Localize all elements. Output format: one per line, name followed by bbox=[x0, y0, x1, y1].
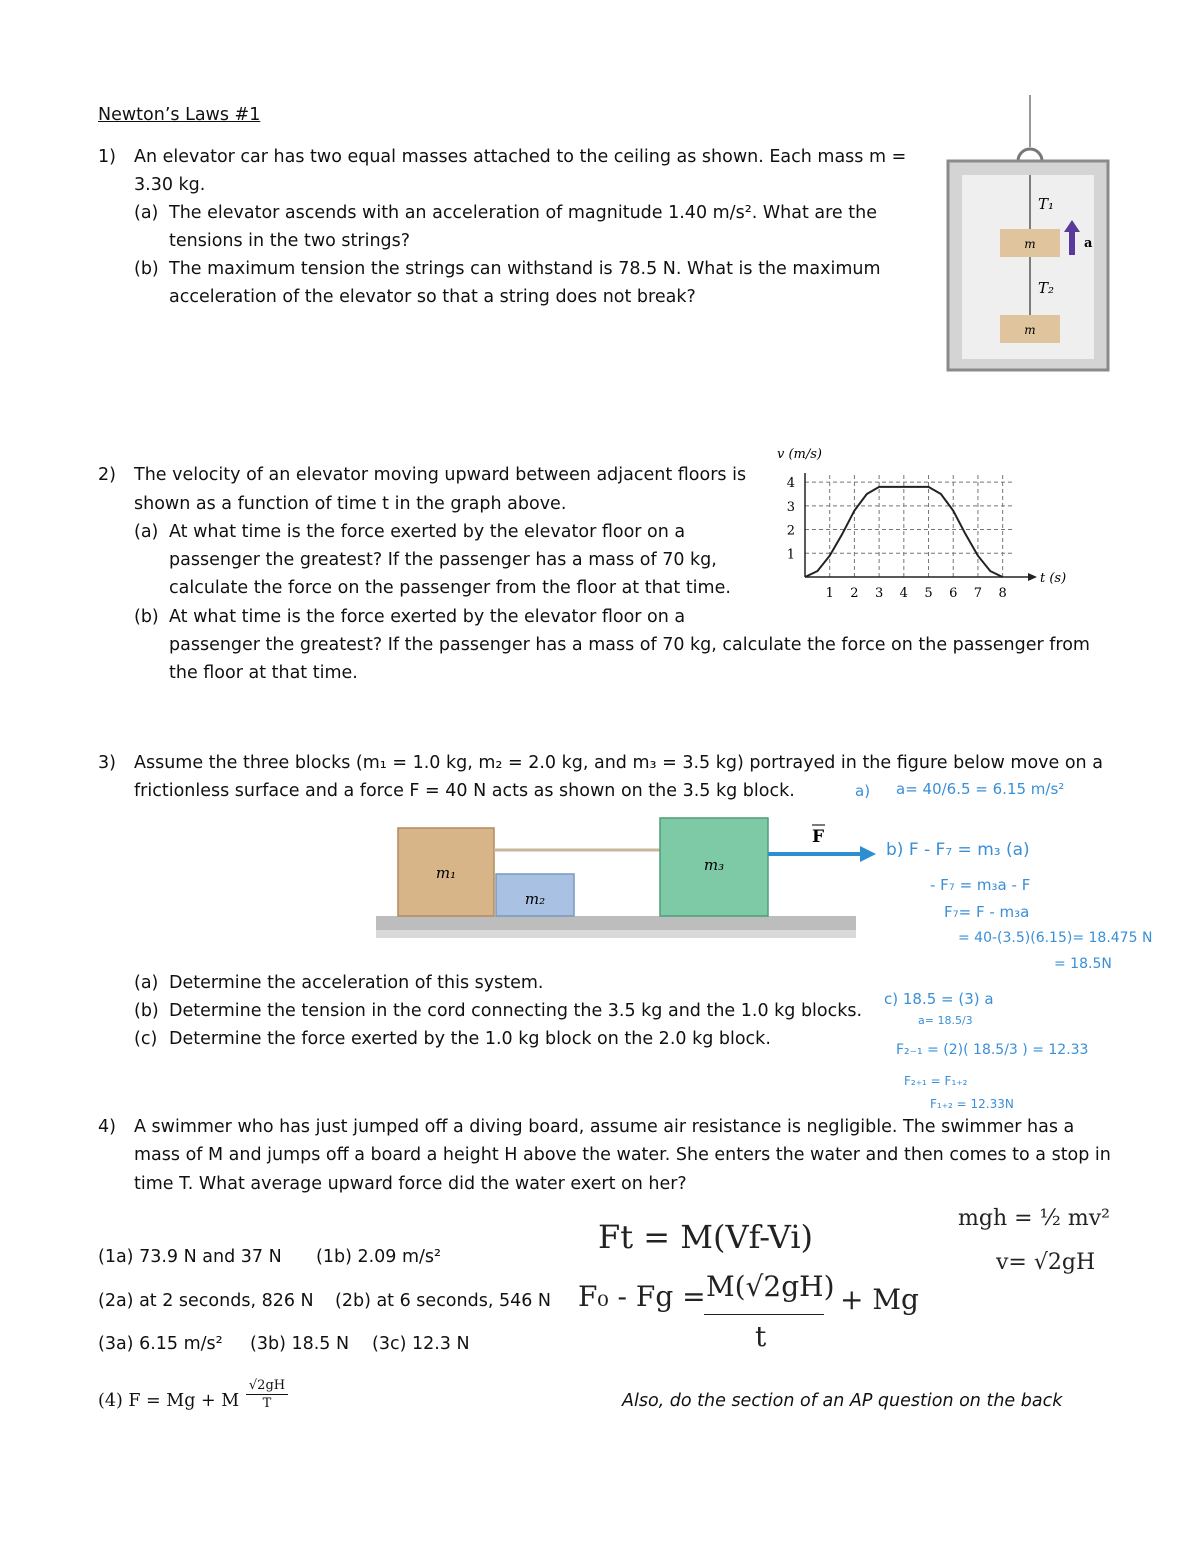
hw-q3c-line1: c) 18.5 = (3) a bbox=[884, 990, 994, 1008]
hw-q3c-line3: F₂₋₁ = (2)( 18.5/3 ) = 12.33 bbox=[896, 1042, 1089, 1058]
answer-2a: (2a) at 2 seconds, 826 N bbox=[98, 1291, 314, 1311]
x-tick-label: 8 bbox=[998, 586, 1007, 601]
hw-q3c-line2: a= 18.5/3 bbox=[918, 1014, 973, 1027]
y-tick-label: 4 bbox=[786, 476, 795, 492]
hw-q3b-line2: - F₇ = m₃a - F bbox=[930, 876, 1031, 894]
q3-text-line1: Assume the three blocks (m₁ = 1.0 kg, m₂ = 2.0 kg, and m₃ = 3.5 kg) portrayed in the figure below move on a bbox=[134, 753, 1103, 773]
q1b-line2: acceleration of the elevator so that a string does not break? bbox=[169, 287, 696, 307]
q3b-label: (b) bbox=[134, 1001, 159, 1021]
x-axis-label: t (s) bbox=[1040, 571, 1067, 586]
hw-q3b-line3: F₇= F - m₃a bbox=[944, 903, 1030, 921]
tension-t1-label: T₁ bbox=[1038, 195, 1055, 213]
hw-q3c-line5: F₁₊₂ = 12.33N bbox=[930, 1097, 1014, 1111]
tension-t2-label: T₂ bbox=[1038, 279, 1055, 297]
q3c-label: (c) bbox=[134, 1029, 158, 1049]
answer-3c: (3c) 12.3 N bbox=[372, 1334, 470, 1354]
q1-number: 1) bbox=[98, 147, 116, 167]
q3c-text: Determine the force exerted by the 1.0 kg block on the 2.0 kg block. bbox=[169, 1029, 771, 1049]
q1a-line1: The elevator ascends with an acceleration of magnitude 1.40 m/s². What are the bbox=[169, 203, 877, 223]
elevator-figure bbox=[940, 95, 1115, 377]
q3b-text: Determine the tension in the cord connecting the 3.5 kg and the 1.0 kg blocks. bbox=[169, 1001, 863, 1021]
x-tick-label: 2 bbox=[850, 586, 859, 601]
hw-q3a-label: a) bbox=[855, 782, 871, 800]
hw-q3b-line4: = 40-(3.5)(6.15)= 18.475 N bbox=[958, 930, 1153, 946]
elevator-hook bbox=[1018, 149, 1042, 161]
q3a-text: Determine the acceleration of this system. bbox=[169, 973, 544, 993]
block-m2-label: m₂ bbox=[524, 890, 546, 908]
q1b-label: (b) bbox=[134, 259, 159, 279]
hw-q4-line3: M(√2gH) bbox=[706, 1270, 835, 1303]
page-title: Newton’s Laws #1 bbox=[98, 105, 261, 125]
answer-4: (4) F = Mg + M bbox=[98, 1391, 240, 1411]
q2a-line3: calculate the force on the passenger from the floor at that time. bbox=[169, 578, 731, 598]
x-tick-label: 6 bbox=[949, 586, 958, 601]
q1b-line1: The maximum tension the strings can withstand is 78.5 N. What is the maximum bbox=[169, 259, 881, 279]
q4-text-line1: A swimmer who has just jumped off a diving board, assume air resistance is negligible. The swimmer has a bbox=[134, 1117, 1075, 1137]
hw-q4-line5: + Mg bbox=[840, 1283, 919, 1316]
x-tick-label: 5 bbox=[924, 586, 933, 601]
q2-number: 2) bbox=[98, 465, 116, 485]
answer-4-numerator: √2gH bbox=[246, 1378, 288, 1395]
hw-q4-line1: Ft = M(Vf-Vi) bbox=[598, 1218, 814, 1256]
block-m3-label: m₃ bbox=[703, 856, 725, 874]
hw-q4-line7: v= √2gH bbox=[996, 1250, 1096, 1275]
hw-q3a-eq: a= 40/6.5 = 6.15 m/s² bbox=[896, 780, 1065, 798]
q2b-line1: At what time is the force exerted by the elevator floor on a bbox=[169, 607, 686, 627]
answer-4-denominator: T bbox=[262, 1396, 272, 1411]
answer-3a: (3a) 6.15 m/s² bbox=[98, 1334, 223, 1354]
q2-text-line1: The velocity of an elevator moving upward between adjacent floors is bbox=[134, 465, 747, 485]
x-tick-label: 4 bbox=[899, 586, 908, 601]
x-axis-arrow bbox=[1028, 573, 1037, 581]
answer-1a: (1a) 73.9 N and 37 N bbox=[98, 1247, 282, 1267]
q2a-line2: passenger the greatest? If the passenger has a mass of 70 kg, bbox=[169, 550, 717, 570]
q2a-line1: At what time is the force exerted by the elevator floor on a bbox=[169, 522, 686, 542]
mass-lower-label: m bbox=[1024, 323, 1036, 337]
y-tick-label: 2 bbox=[786, 523, 795, 539]
q3-number: 3) bbox=[98, 753, 116, 773]
velocity-time-chart bbox=[760, 440, 1067, 610]
surface-shadow bbox=[376, 930, 856, 938]
hw-q4-fraction-bar bbox=[704, 1314, 824, 1315]
hw-q4-line2: F₀ - Fg = bbox=[578, 1280, 706, 1313]
block-m1-label: m₁ bbox=[435, 864, 457, 882]
hw-q4-line6: mgh = ½ mv² bbox=[958, 1206, 1110, 1231]
q2-text-line2: shown as a function of time t in the graph above. bbox=[134, 494, 567, 514]
chart-ticks bbox=[787, 476, 1007, 601]
force-arrow-head bbox=[860, 846, 876, 862]
q4-text-line3: time T. What average upward force did the water exert on her? bbox=[134, 1174, 687, 1194]
force-label: F bbox=[811, 827, 825, 847]
q4-text-line2: mass of M and jumps off a board a height H above the water. She enters the water and then comes to a stop in bbox=[134, 1145, 1111, 1165]
x-tick-label: 7 bbox=[973, 586, 983, 601]
mass-upper-label: m bbox=[1024, 237, 1036, 251]
hw-q3b-line1: b) F - F₇ = m₃ (a) bbox=[886, 840, 1030, 860]
q1-text-line2: 3.30 kg. bbox=[134, 175, 206, 195]
footer-note: Also, do the section of an AP question on the back bbox=[622, 1391, 1063, 1411]
y-tick-label: 1 bbox=[786, 547, 795, 563]
x-tick-label: 3 bbox=[874, 586, 884, 601]
hw-q4-line4: t bbox=[755, 1320, 767, 1353]
q3-text-line2: frictionless surface and a force F = 40 N acts as shown on the 3.5 kg block. bbox=[134, 781, 795, 801]
q1-text-line1: An elevator car has two equal masses attached to the ceiling as shown. Each mass m = bbox=[134, 147, 907, 167]
answer-2b: (2b) at 6 seconds, 546 N bbox=[335, 1291, 552, 1311]
answer-1b: (1b) 2.09 m/s² bbox=[316, 1247, 442, 1267]
y-axis-label: v (m/s) bbox=[777, 447, 822, 462]
q2b-line2: passenger the greatest? If the passenger has a mass of 70 kg, calculate the force on the passenger from bbox=[169, 635, 1090, 655]
surface bbox=[376, 916, 856, 930]
y-tick-label: 3 bbox=[786, 499, 795, 515]
q2b-line3: the floor at that time. bbox=[169, 663, 358, 683]
q2a-label: (a) bbox=[134, 522, 159, 542]
hw-q3c-line4: F₂₊₁ = F₁₊₂ bbox=[904, 1074, 968, 1088]
hw-q3b-line5: = 18.5N bbox=[1054, 956, 1112, 972]
q4-number: 4) bbox=[98, 1117, 116, 1137]
answer-3b: (3b) 18.5 N bbox=[250, 1334, 350, 1354]
blocks-figure bbox=[370, 812, 880, 942]
q1a-label: (a) bbox=[134, 203, 159, 223]
x-tick-label: 1 bbox=[825, 586, 834, 601]
acceleration-label: a bbox=[1084, 236, 1093, 251]
q1a-line2: tensions in the two strings? bbox=[169, 231, 411, 251]
q2b-label: (b) bbox=[134, 607, 159, 627]
q3a-label: (a) bbox=[134, 973, 159, 993]
